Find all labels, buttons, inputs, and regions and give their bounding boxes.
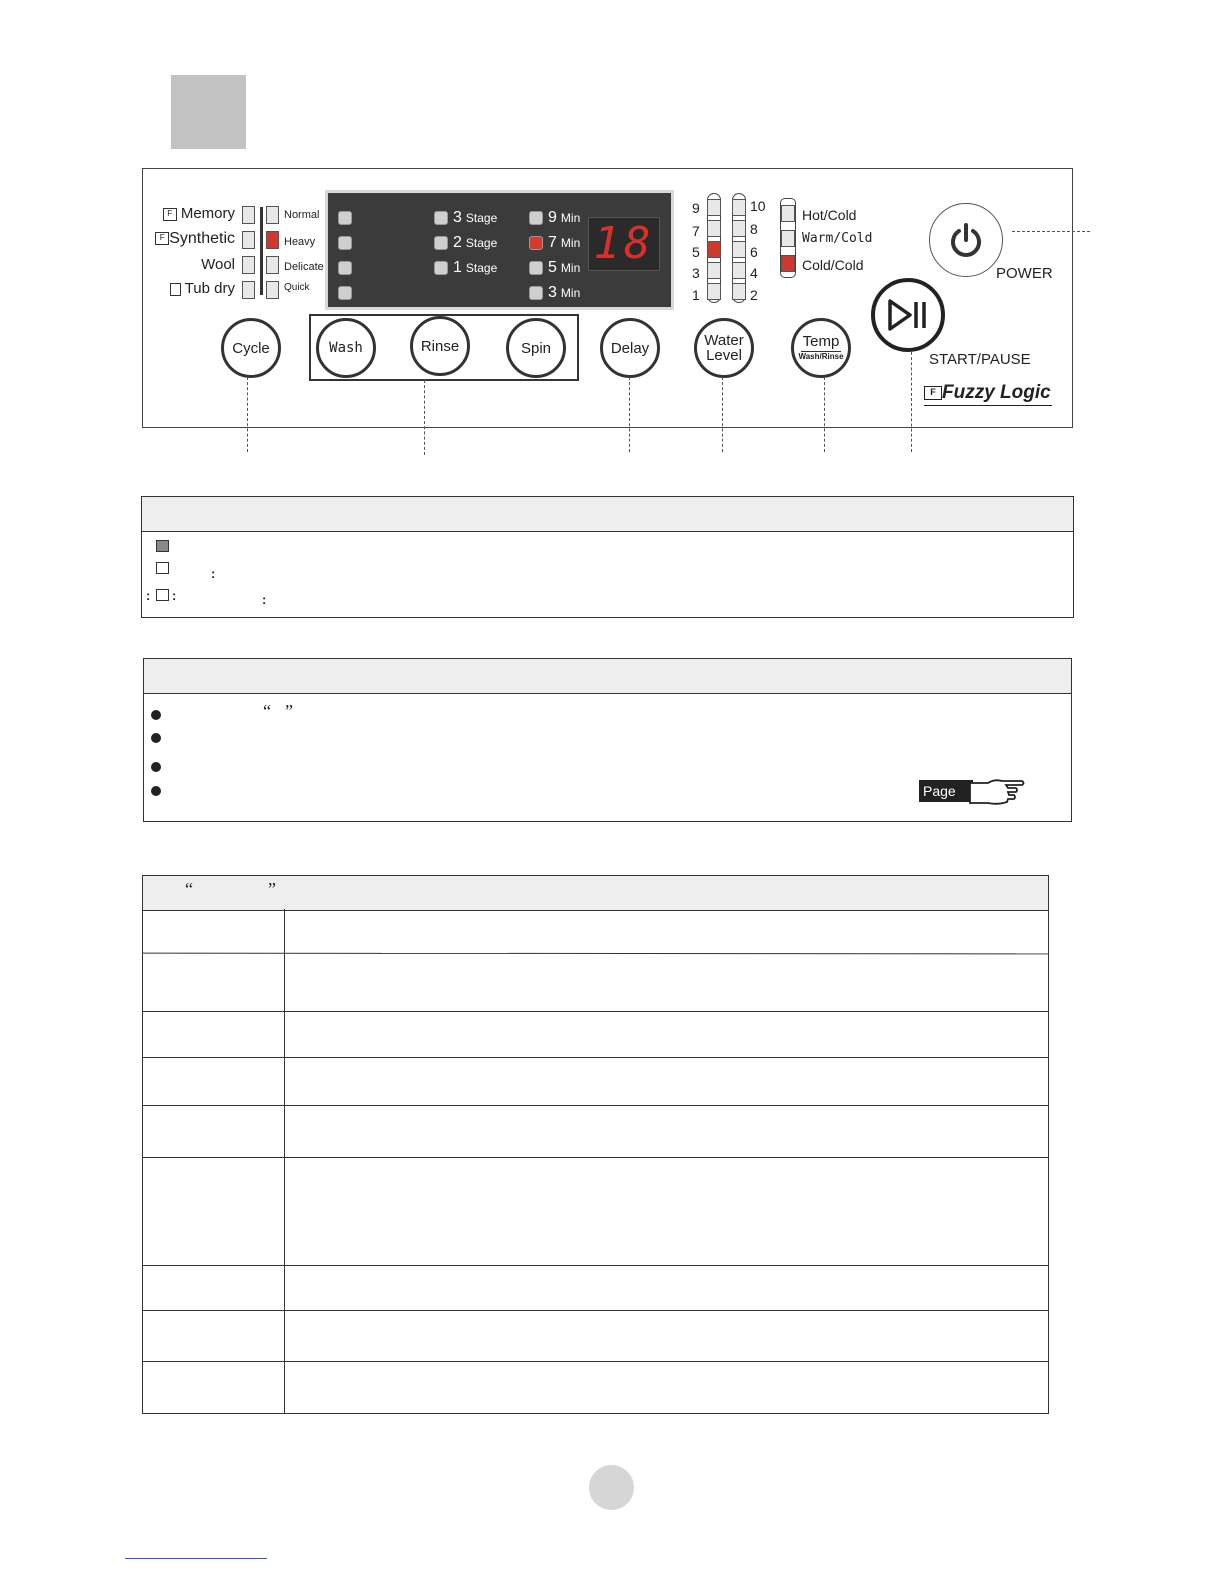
water-level-1: 1 [692, 287, 700, 303]
seven-segment-display [588, 217, 660, 271]
program-wool: Wool [201, 256, 235, 273]
note-bullet-1 [151, 710, 161, 720]
temp-led-warm-cold [781, 230, 795, 247]
temp-callout-line [824, 377, 825, 452]
power-label: POWER [996, 265, 1053, 282]
legend-blink-square [156, 589, 169, 601]
program-synthetic: F Synthetic [140, 230, 235, 248]
fuzzy-synthetic-icon: F [155, 232, 169, 245]
water-level-10: 10 [750, 198, 766, 214]
water-level-button[interactable]: Water Level [694, 318, 754, 378]
table-row-divider-7 [143, 1310, 1048, 1311]
water-level-led-1 [707, 283, 721, 300]
program-led-synthetic [242, 231, 255, 249]
note-open-quote: “ [263, 701, 271, 721]
water-level-led-7 [707, 220, 721, 237]
min-label-5: 5 Min [548, 259, 581, 276]
table-row-divider-4 [143, 1105, 1048, 1106]
temp-warm-cold: Warm/Cold [802, 231, 873, 246]
delay-callout-line [629, 377, 630, 452]
legend-header [142, 497, 1073, 532]
legend-colon-3: : [172, 588, 177, 603]
stage-label-2: 2 Stage [453, 234, 498, 251]
water-level-led-2 [732, 283, 746, 300]
water-level-4: 4 [750, 265, 758, 281]
water-level-9: 9 [692, 200, 700, 216]
fuzzy-logo-icon: F [924, 386, 942, 400]
water-level-led-3 [707, 262, 721, 279]
water-level-callout-line [722, 377, 723, 452]
wash-button[interactable]: Wash [316, 318, 376, 378]
notes-header [144, 659, 1071, 694]
water-level-6: 6 [750, 244, 758, 260]
program-table-header [143, 876, 1048, 911]
water-level-led-9 [707, 199, 721, 216]
water-level-led-4 [732, 262, 746, 279]
display-indicator-1 [338, 211, 352, 225]
min-indicator-3 [529, 286, 543, 300]
program-tub-dry: Tub dry [140, 280, 235, 297]
cycle-delicate: Delicate [284, 261, 324, 273]
min-label-3: 3 Min [548, 284, 581, 301]
program-memory: F Memory [140, 205, 235, 222]
min-indicator-5 [529, 261, 543, 275]
program-table [142, 875, 1049, 1414]
cycle-button[interactable]: Cycle [221, 318, 281, 378]
led-divider [260, 207, 263, 295]
table-row-divider-6 [143, 1265, 1048, 1266]
note-bullet-2 [151, 733, 161, 743]
water-level-2: 2 [750, 287, 758, 303]
note-close-quote: ” [285, 701, 293, 721]
cycle-quick: Quick [284, 282, 310, 293]
temp-led-cold-cold [781, 255, 795, 272]
start-pause-button[interactable] [871, 278, 945, 352]
legend-unlit-square [156, 562, 169, 574]
program-led-tub-dry [242, 281, 255, 299]
section-marker [171, 75, 246, 149]
table-column-divider [284, 909, 285, 1413]
program-led-memory [242, 206, 255, 224]
program-led-wool [242, 256, 255, 274]
start-pause-callout-line [911, 352, 912, 452]
play-pause-icon [886, 298, 930, 332]
legend-lit-square [156, 540, 169, 552]
water-level-led-5 [707, 241, 721, 258]
water-level-led-10 [732, 199, 746, 216]
legend-colon-1: : [211, 566, 216, 581]
rinse-button[interactable]: Rinse [410, 316, 470, 376]
delay-button[interactable]: Delay [600, 318, 660, 378]
wash-group-callout-line [424, 380, 425, 455]
water-level-5: 5 [692, 244, 700, 260]
temp-button[interactable]: Temp Wash/Rinse [791, 318, 851, 378]
water-level-7: 7 [692, 223, 700, 239]
fuzzy-logic-logo: F Fuzzy Logic [924, 382, 1052, 406]
water-level-led-8 [732, 220, 746, 237]
table-row-divider-2 [143, 1011, 1048, 1012]
fuzzy-memory-icon: F [163, 208, 177, 221]
cycle-heavy: Heavy [284, 236, 316, 248]
display-indicator-2 [338, 236, 352, 250]
cycle-callout-line [247, 377, 248, 452]
indicator-legend-box [141, 496, 1074, 618]
note-bullet-4 [151, 786, 161, 796]
pointing-hand-icon [968, 777, 1026, 807]
stage-indicator-2 [434, 236, 448, 250]
legend-colon-4: : [262, 592, 267, 607]
tub-dry-icon [170, 283, 181, 296]
min-indicator-7 [529, 236, 543, 250]
power-callout-line [1012, 231, 1090, 232]
display-indicator-4 [338, 286, 352, 300]
page-number-circle [589, 1465, 634, 1510]
stage-indicator-1 [434, 261, 448, 275]
cycle-led-heavy [266, 231, 279, 249]
water-level-3: 3 [692, 265, 700, 281]
display-digits: 18 [593, 218, 655, 269]
water-level-8: 8 [750, 221, 758, 237]
cycle-led-delicate [266, 256, 279, 274]
footer-link-underline[interactable] [125, 1558, 267, 1559]
table-close-quote: ” [268, 879, 276, 899]
min-label-7: 7 Min [548, 234, 581, 251]
note-bullet-3 [151, 762, 161, 772]
display-indicator-3 [338, 261, 352, 275]
cycle-led-quick [266, 281, 279, 299]
min-indicator-9 [529, 211, 543, 225]
table-open-quote: “ [185, 879, 193, 899]
legend-colon-2: : [146, 588, 151, 603]
table-row-divider-5 [143, 1157, 1048, 1158]
cycle-normal: Normal [284, 209, 320, 221]
table-row-divider-8 [143, 1361, 1048, 1362]
page-reference-badge[interactable]: Page [919, 780, 973, 802]
power-button[interactable] [929, 203, 1003, 277]
spin-button[interactable]: Spin [506, 318, 566, 378]
stage-label-1: 1 Stage [453, 259, 498, 276]
temp-cold-cold: Cold/Cold [802, 257, 864, 273]
temp-led-hot-cold [781, 205, 795, 222]
min-label-9: 9 Min [548, 209, 581, 226]
water-level-led-6 [732, 241, 746, 258]
start-pause-label: START/PAUSE [929, 351, 1031, 368]
power-icon [946, 220, 986, 260]
cycle-led-normal [266, 206, 279, 224]
temp-hot-cold: Hot/Cold [802, 207, 857, 223]
stage-indicator-3 [434, 211, 448, 225]
stage-label-3: 3 Stage [453, 209, 498, 226]
table-row-divider-3 [143, 1057, 1048, 1058]
